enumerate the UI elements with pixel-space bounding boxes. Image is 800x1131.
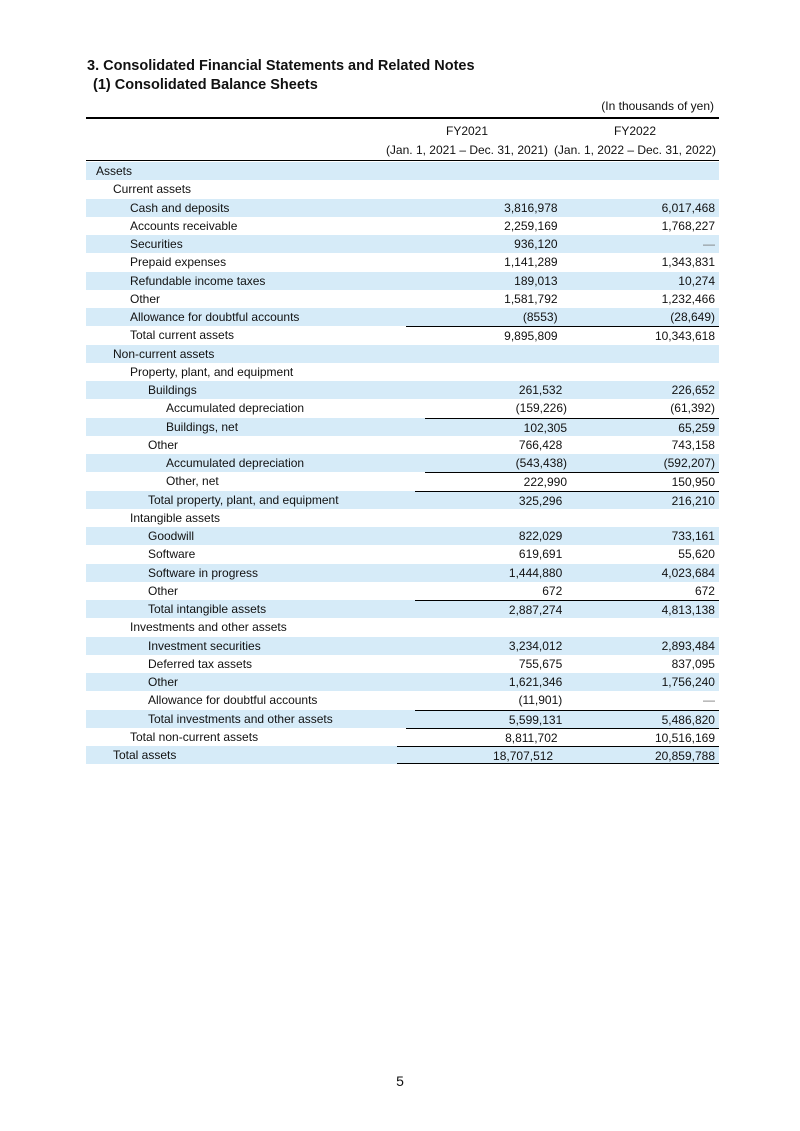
value-fy2021: (159,226) [515, 401, 568, 416]
table-row [86, 673, 719, 691]
row-label: Total non-current assets [130, 729, 259, 744]
value-fy2021: 1,581,792 [504, 291, 558, 306]
value-fy2021: 2,259,169 [504, 218, 558, 233]
row-label: Other, net [166, 474, 219, 489]
row-label: Other [148, 437, 179, 452]
row-label: Buildings [148, 383, 197, 397]
value-fy2022: 1,756,240 [661, 675, 715, 689]
value-fy2021: 619,691 [518, 547, 563, 562]
row-label: Investments and other assets [130, 620, 287, 635]
value-fy2022 [563, 363, 719, 381]
value-fy2022: 226,652 [671, 383, 715, 397]
value-fy2022: 6,017,468 [661, 200, 715, 215]
value-fy2022: 2,893,484 [661, 638, 715, 653]
row-label: Cash and deposits [130, 200, 230, 215]
value-fy2021: 5,599,131 [415, 710, 567, 728]
table-row [86, 582, 719, 600]
row-label: Accumulated depreciation [166, 456, 305, 470]
value-fy2021: 189,013 [514, 273, 558, 288]
column-label: FY2021 [445, 124, 489, 138]
value-fy2021: 222,990 [425, 472, 572, 490]
row-label: Other [148, 675, 179, 689]
value-fy2022: 10,274 [678, 273, 715, 288]
table-row [86, 472, 719, 490]
value-fy2022 [558, 345, 719, 363]
section-title: 3. Consolidated Financial Statements and Related Notes [87, 58, 475, 74]
value-fy2022: 150,950 [572, 472, 719, 490]
table-row [86, 253, 719, 271]
table-row [86, 600, 719, 618]
value-fy2022: 4,023,684 [661, 565, 715, 580]
value-fy2022: 1,232,466 [661, 291, 715, 306]
value-fy2021: 672 [542, 583, 563, 598]
row-label: Other [148, 583, 179, 598]
value-fy2021: 936,120 [514, 237, 558, 251]
table-row [86, 217, 719, 235]
row-label: Total assets [113, 748, 177, 762]
value-fy2022 [563, 509, 719, 527]
table-row [86, 399, 719, 417]
value-fy2022: (61,392) [670, 401, 715, 416]
value-fy2021: 3,234,012 [508, 638, 563, 653]
value-fy2022: 5,486,820 [567, 710, 719, 728]
value-fy2021: 9,895,809 [406, 326, 563, 344]
value-fy2021 [406, 618, 563, 636]
row-label: Deferred tax assets [148, 656, 253, 671]
table-row [86, 545, 719, 563]
table-row [86, 180, 719, 198]
column-header-fy2021 [383, 122, 551, 160]
page-number: 5 [396, 1073, 404, 1089]
table-row [86, 436, 719, 454]
table-row [86, 454, 719, 472]
row-label: Intangible assets [130, 510, 221, 525]
value-fy2022: 733,161 [671, 529, 715, 543]
value-fy2021: 2,887,274 [415, 600, 567, 618]
value-fy2021: 1,621,346 [508, 675, 563, 689]
row-label: Refundable income taxes [130, 273, 266, 288]
table-row [86, 381, 719, 399]
table-row [86, 491, 719, 509]
value-fy2021: 1,141,289 [504, 255, 558, 270]
table-row [86, 199, 719, 217]
table-row [86, 655, 719, 673]
table-row [86, 272, 719, 290]
row-label: Prepaid expenses [130, 255, 227, 270]
table-row [86, 728, 719, 746]
value-fy2022: 4,813,138 [567, 600, 719, 618]
value-fy2022 [558, 180, 719, 198]
table-row [86, 746, 719, 764]
value-fy2022: 55,620 [678, 547, 715, 562]
row-label: Accounts receivable [130, 218, 238, 233]
table-row [86, 691, 719, 709]
row-label: Total current assets [130, 328, 235, 343]
column-period: (Jan. 1, 2022 – Dec. 31, 2022) [553, 143, 717, 157]
value-fy2021 [397, 345, 558, 363]
value-fy2022: 1,768,227 [661, 218, 715, 233]
row-label: Other [130, 291, 161, 306]
row-label: Total property, plant, and equipment [148, 492, 339, 507]
value-fy2022 [554, 162, 719, 180]
value-fy2022: (28,649) [670, 310, 715, 324]
table-row [86, 618, 719, 636]
value-fy2021: (11,901) [518, 693, 563, 708]
value-fy2021: 261,532 [518, 383, 563, 397]
table-row [86, 235, 719, 253]
column-header-fy2022 [551, 122, 719, 160]
value-fy2021 [388, 162, 553, 180]
column-period: (Jan. 1, 2021 – Dec. 31, 2021) [385, 143, 549, 157]
table-row [86, 290, 719, 308]
row-label: Property, plant, and equipment [130, 364, 294, 379]
table-row [86, 418, 719, 436]
row-label: Software [148, 547, 196, 562]
table-row [86, 637, 719, 655]
row-label: Assets [96, 164, 133, 178]
value-fy2022 [563, 618, 719, 636]
value-fy2021: 325,296 [415, 491, 567, 509]
table-row [86, 710, 719, 728]
value-fy2021: 822,029 [518, 529, 563, 543]
value-fy2021: 18,707,512 [397, 746, 558, 764]
table-row [86, 326, 719, 344]
row-label: Current assets [113, 182, 192, 197]
value-fy2022: (592,207) [663, 456, 715, 470]
table-row [86, 509, 719, 527]
value-fy2021: 102,305 [425, 418, 572, 436]
value-fy2022: 743,158 [671, 437, 715, 452]
value-fy2021 [406, 363, 563, 381]
row-label: Total intangible assets [148, 602, 267, 616]
unit-note: (In thousands of yen) [601, 99, 714, 113]
balance-sheet-table [86, 162, 719, 764]
subsection-title: (1) Consolidated Balance Sheets [93, 77, 318, 93]
table-row [86, 564, 719, 582]
row-label: Non-current assets [113, 346, 215, 361]
row-label: Allowance for doubtful accounts [130, 310, 300, 324]
row-label: Software in progress [148, 565, 259, 580]
value-fy2021: 1,444,880 [508, 565, 563, 580]
row-label: Investment securities [148, 638, 261, 653]
table-row [86, 345, 719, 363]
row-label: Accumulated depreciation [166, 401, 305, 416]
row-label: Allowance for doubtful accounts [148, 693, 318, 708]
header-rule [86, 160, 719, 161]
row-label: Securities [130, 237, 183, 251]
value-fy2022: 10,516,169 [563, 728, 719, 746]
table-top-rule [86, 117, 719, 119]
value-fy2021 [406, 509, 563, 527]
value-fy2022: 837,095 [671, 656, 715, 671]
row-label: Goodwill [148, 529, 195, 543]
row-label: Buildings, net [166, 419, 239, 434]
value-fy2022: 65,259 [572, 418, 719, 436]
value-fy2021: 3,816,978 [504, 200, 558, 215]
value-fy2022: 20,859,788 [558, 746, 719, 764]
value-fy2022: 216,210 [567, 491, 719, 509]
value-fy2021 [397, 180, 558, 198]
table-row [86, 308, 719, 326]
value-fy2021: 755,675 [518, 656, 563, 671]
table-row [86, 527, 719, 545]
value-fy2021: 766,428 [518, 437, 563, 452]
value-fy2022: — [703, 237, 715, 251]
column-label: FY2022 [613, 124, 657, 138]
table-row [86, 363, 719, 381]
row-label: Total investments and other assets [148, 711, 333, 726]
value-fy2022: 672 [694, 583, 715, 598]
table-row [86, 162, 719, 180]
value-fy2022: 10,343,618 [563, 326, 719, 344]
value-fy2021: (8553) [522, 310, 558, 324]
value-fy2021: (543,438) [515, 456, 568, 470]
value-fy2022: 1,343,831 [661, 255, 715, 270]
value-fy2022: — [702, 693, 715, 708]
value-fy2021: 8,811,702 [406, 728, 563, 746]
